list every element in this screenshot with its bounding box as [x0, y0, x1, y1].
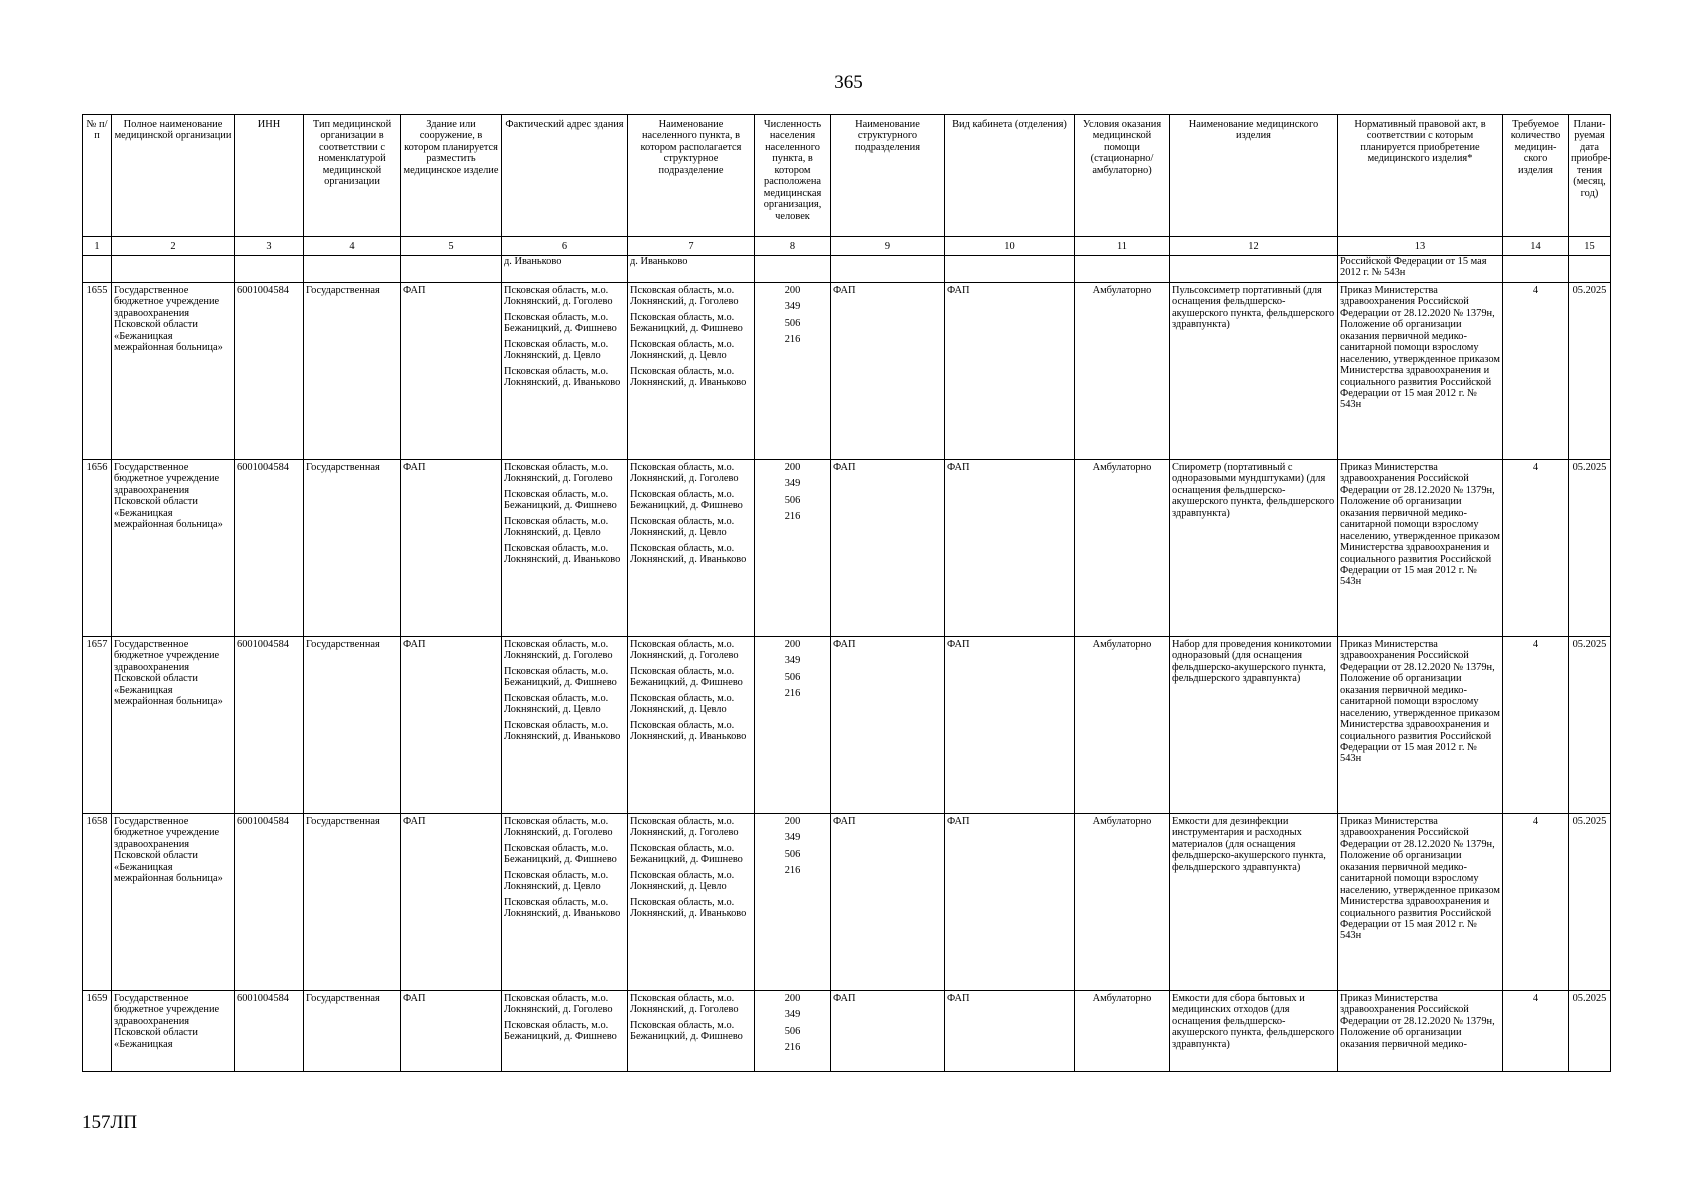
population-item: 349: [784, 1009, 801, 1021]
locality-name: [628, 637, 755, 814]
col-header: Требуемое количество медицин-ского изделия: [1503, 115, 1569, 237]
inn: 6001004584: [235, 637, 304, 814]
legal-act: Приказ Министерства здравоохранения Российской Федерации от 28.12.2020 № 1379н, Положение об организации оказания первичной медико-санитарной помощи взрослому населению, утвержденное приказом Министерства здравоохранения и социального развития Российской Федерации от 15 мая 2012 г. № 543н: [1338, 637, 1503, 814]
col-header: ИНН: [235, 115, 304, 237]
row-number: 1658: [83, 814, 112, 991]
population-item: 216: [784, 688, 801, 700]
actual-address: [502, 991, 628, 1072]
col-number: 9: [831, 237, 945, 256]
cabinet-type: ФАП: [945, 814, 1075, 991]
address-item: Псковская область, м.о. Локнянский, д. Иваньково: [504, 896, 621, 920]
cabinet-type: ФАП: [945, 283, 1075, 460]
col-number: 10: [945, 237, 1075, 256]
col-number: 7: [628, 237, 755, 256]
row-number: 1655: [83, 283, 112, 460]
locality-item: Псковская область, м.о. Локнянский, д. Гоголево: [630, 993, 739, 1016]
locality-item: Псковская область, м.о. Бежаницкий, д. Фишнево: [630, 665, 743, 689]
col-number: 1: [83, 237, 112, 256]
organization-type: Государственная: [304, 991, 401, 1072]
address-item: Псковская область, м.о. Бежаницкий, д. Фишнево: [504, 665, 617, 689]
quantity: 4: [1503, 460, 1569, 637]
col-header: Наименование населенного пункта, в котором располагается структурное подразделение: [628, 115, 755, 237]
col-header: Фактический адрес здания: [502, 115, 628, 237]
care-conditions: Амбулаторно: [1075, 283, 1170, 460]
col-number: 15: [1569, 237, 1611, 256]
locality-item: Псковская область, м.о. Локнянский, д. Иваньково: [630, 719, 747, 743]
population-item: 200: [784, 993, 801, 1004]
building: ФАП: [401, 283, 502, 460]
organization-type: Государственная: [304, 637, 401, 814]
locality-item: Псковская область, м.о. Локнянский, д. Иваньково: [630, 896, 747, 920]
col-number: 5: [401, 237, 502, 256]
population-item: 200: [784, 462, 801, 473]
quantity: 4: [1503, 991, 1569, 1072]
address-item: Псковская область, м.о. Бежаницкий, д. Фишнево: [504, 311, 617, 335]
col-header: № п/п: [83, 115, 112, 237]
organization-name: Государственное бюджетное учреждение здравоохранения Псковской области «Бежаницкая межрайонная больница»: [112, 814, 235, 991]
population-item: 200: [784, 816, 801, 827]
inn: 6001004584: [235, 283, 304, 460]
cabinet-type: ФАП: [945, 991, 1075, 1072]
row-number: 1659: [83, 991, 112, 1072]
population-item: 506: [784, 1025, 801, 1037]
device-name: Емкости для сбора бытовых и медицинских отходов (для оснащения фельдшерско-акушерского пункта, фельдшерского здравпункта): [1170, 991, 1338, 1072]
locality-item: Псковская область, м.о. Локнянский, д. Цевло: [630, 869, 735, 893]
address-item: Псковская область, м.о. Бежаницкий, д. Фишнево: [504, 1019, 617, 1043]
population-item: 506: [784, 494, 801, 506]
col-number: 8: [755, 237, 831, 256]
structural-unit: ФАП: [831, 283, 945, 460]
address-item: Псковская область, м.о. Локнянский, д. Гоголево: [504, 639, 613, 662]
population-item: 216: [784, 511, 801, 523]
purchase-date: 05.2025: [1569, 283, 1611, 460]
locality-item: Псковская область, м.о. Локнянский, д. Гоголево: [630, 639, 739, 662]
organization-type: Государственная: [304, 814, 401, 991]
continuation-locality: д. Иваньково: [628, 256, 755, 283]
locality-name: [628, 814, 755, 991]
purchase-date: 05.2025: [1569, 460, 1611, 637]
organization-type: Государственная: [304, 283, 401, 460]
address-item: Псковская область, м.о. Локнянский, д. Цевло: [504, 338, 609, 362]
col-number: 2: [112, 237, 235, 256]
col-header: Наименование медицинского изделия: [1170, 115, 1338, 237]
inn: 6001004584: [235, 991, 304, 1072]
locality-item: Псковская область, м.о. Бежаницкий, д. Фишнево: [630, 488, 743, 512]
inn: 6001004584: [235, 814, 304, 991]
inn: 6001004584: [235, 460, 304, 637]
header-row: [83, 115, 1611, 237]
col-number: 3: [235, 237, 304, 256]
continuation-row: [83, 256, 1611, 283]
locality-item: Псковская область, м.о. Локнянский, д. Иваньково: [630, 542, 747, 566]
building: ФАП: [401, 637, 502, 814]
population-item: 200: [784, 639, 801, 650]
structural-unit: ФАП: [831, 460, 945, 637]
population-item: 506: [784, 671, 801, 683]
locality-name: [628, 991, 755, 1072]
locality-item: Псковская область, м.о. Локнянский, д. Гоголево: [630, 462, 739, 485]
address-item: Псковская область, м.о. Локнянский, д. Иваньково: [504, 542, 621, 566]
address-item: Псковская область, м.о. Бежаницкий, д. Фишнево: [504, 488, 617, 512]
care-conditions: Амбулаторно: [1075, 814, 1170, 991]
table-row: [83, 283, 1611, 460]
continuation-address: д. Иваньково: [502, 256, 628, 283]
structural-unit: ФАП: [831, 991, 945, 1072]
footer-code: 157ЛП: [82, 1112, 138, 1133]
legal-act: Приказ Министерства здравоохранения Российской Федерации от 28.12.2020 № 1379н, Положение об организации оказания первичной медико-санитарной помощи взрослому населению, утвержденное приказом Министерства здравоохранения и социального развития Российской Федерации от 15 мая 2012 г. № 543н: [1338, 814, 1503, 991]
address-item: Псковская область, м.о. Локнянский, д. Иваньково: [504, 365, 621, 389]
col-number: 4: [304, 237, 401, 256]
col-header: Условия оказания медицинской помощи (стационарно/ амбулаторно): [1075, 115, 1170, 237]
organization-name: Государственное бюджетное учреждение здравоохранения Псковской области «Бежаницкая межрайонная больница»: [112, 283, 235, 460]
row-number: 1656: [83, 460, 112, 637]
col-header: Тип медицинской организации в соответствии с номенклатурой медицинской организации: [304, 115, 401, 237]
care-conditions: Амбулаторно: [1075, 637, 1170, 814]
locality-item: Псковская область, м.о. Локнянский, д. Цевло: [630, 692, 735, 716]
population: [755, 814, 831, 991]
building: ФАП: [401, 814, 502, 991]
device-name: Пульсоксиметр портативный (для оснащения фельдшерско-акушерского пункта, фельдшерского здравпункта): [1170, 283, 1338, 460]
locality-item: Псковская область, м.о. Бежаницкий, д. Фишнево: [630, 842, 743, 866]
address-item: Псковская область, м.о. Бежаницкий, д. Фишнево: [504, 842, 617, 866]
purchase-date: 05.2025: [1569, 991, 1611, 1072]
col-header: Нормативный правовой акт, в соответствии с которым планируется приобретение медицинского изделия*: [1338, 115, 1503, 237]
col-number: 14: [1503, 237, 1569, 256]
address-item: Псковская область, м.о. Локнянский, д. Гоголево: [504, 462, 613, 485]
population-item: 216: [784, 865, 801, 877]
col-header: Численность населения населенного пункта, в котором расположена медицинская организация, человек: [755, 115, 831, 237]
equipment-table: [82, 114, 1611, 1072]
legal-act: Приказ Министерства здравоохранения Российской Федерации от 28.12.2020 № 1379н, Положение об организации оказания первичной медико-санитарной помощи взрослому населению, утвержденное приказом Министерства здравоохранения и социального развития Российской Федерации от 15 мая 2012 г. № 543н: [1338, 460, 1503, 637]
population-item: 200: [784, 285, 801, 296]
col-header: Здание или сооружение, в котором планируется разместить медицинское изделие: [401, 115, 502, 237]
table-row: [83, 460, 1611, 637]
page-number: 365: [834, 72, 863, 93]
col-number: 11: [1075, 237, 1170, 256]
population-item: 349: [784, 478, 801, 490]
quantity: 4: [1503, 283, 1569, 460]
actual-address: [502, 637, 628, 814]
address-item: Псковская область, м.о. Локнянский, д. Гоголево: [504, 816, 613, 839]
address-item: Псковская область, м.о. Локнянский, д. Цевло: [504, 515, 609, 539]
cabinet-type: ФАП: [945, 460, 1075, 637]
population: [755, 283, 831, 460]
continuation-legal-act: Российской Федерации от 15 мая 2012 г. № 543н: [1338, 256, 1503, 283]
population: [755, 637, 831, 814]
device-name: Спирометр (портативный с одноразовыми мундштуками) (для оснащения фельдшерско-акушерского пункта, фельдшерского здравпункта): [1170, 460, 1338, 637]
table-row: [83, 991, 1611, 1072]
col-header: Полное наименование медицинской организации: [112, 115, 235, 237]
col-number: 13: [1338, 237, 1503, 256]
quantity: 4: [1503, 637, 1569, 814]
locality-item: Псковская область, м.о. Локнянский, д. Гоголево: [630, 285, 739, 308]
population-item: 349: [784, 832, 801, 844]
purchase-date: 05.2025: [1569, 637, 1611, 814]
table-row: [83, 637, 1611, 814]
actual-address: [502, 283, 628, 460]
locality-item: Псковская область, м.о. Локнянский, д. Цевло: [630, 515, 735, 539]
address-item: Псковская область, м.о. Локнянский, д. Иваньково: [504, 719, 621, 743]
column-number-row: [83, 237, 1611, 256]
organization-type: Государственная: [304, 460, 401, 637]
building: ФАП: [401, 460, 502, 637]
locality-name: [628, 283, 755, 460]
population-item: 216: [784, 334, 801, 346]
purchase-date: 05.2025: [1569, 814, 1611, 991]
address-item: Псковская область, м.о. Локнянский, д. Гоголево: [504, 285, 613, 308]
organization-name: Государственное бюджетное учреждение здравоохранения Псковской области «Бежаницкая: [112, 991, 235, 1072]
legal-act: Приказ Министерства здравоохранения Российской Федерации от 28.12.2020 № 1379н, Положение об организации оказания первичной медико-санитарной помощи взрослому населению, утвержденное приказом Министерства здравоохранения и социального развития Российской Федерации от 15 мая 2012 г. № 543н: [1338, 283, 1503, 460]
population-item: 506: [784, 848, 801, 860]
address-item: Псковская область, м.о. Локнянский, д. Гоголево: [504, 993, 613, 1016]
care-conditions: Амбулаторно: [1075, 460, 1170, 637]
population: [755, 991, 831, 1072]
quantity: 4: [1503, 814, 1569, 991]
locality-item: Псковская область, м.о. Локнянский, д. Иваньково: [630, 365, 747, 389]
col-number: 6: [502, 237, 628, 256]
structural-unit: ФАП: [831, 814, 945, 991]
care-conditions: Амбулаторно: [1075, 991, 1170, 1072]
organization-name: Государственное бюджетное учреждение здравоохранения Псковской области «Бежаницкая межрайонная больница»: [112, 637, 235, 814]
locality-item: Псковская область, м.о. Бежаницкий, д. Фишнево: [630, 311, 743, 335]
address-item: Псковская область, м.о. Локнянский, д. Цевло: [504, 692, 609, 716]
col-header: Вид кабинета (отделения): [945, 115, 1075, 237]
locality-name: [628, 460, 755, 637]
population-item: 506: [784, 317, 801, 329]
device-name: Набор для проведения коникотомии одноразовый (для оснащения фельдшерско-акушерского пункта, фельдшерского здравпункта): [1170, 637, 1338, 814]
population-item: 216: [784, 1042, 801, 1054]
legal-act: Приказ Министерства здравоохранения Российской Федерации от 28.12.2020 № 1379н, Положение об организации оказания первичной медико-: [1338, 991, 1503, 1072]
structural-unit: ФАП: [831, 637, 945, 814]
col-header: Плани-руемая дата приобре-тения (месяц, год): [1569, 115, 1611, 237]
population-item: 349: [784, 655, 801, 667]
address-item: Псковская область, м.о. Локнянский, д. Цевло: [504, 869, 609, 893]
row-number: 1657: [83, 637, 112, 814]
population-item: 349: [784, 301, 801, 313]
col-header: Наименование структурного подразделения: [831, 115, 945, 237]
locality-item: Псковская область, м.о. Бежаницкий, д. Фишнево: [630, 1019, 743, 1043]
locality-item: Псковская область, м.о. Локнянский, д. Цевло: [630, 338, 735, 362]
building: ФАП: [401, 991, 502, 1072]
actual-address: [502, 460, 628, 637]
locality-item: Псковская область, м.о. Локнянский, д. Гоголево: [630, 816, 739, 839]
table-row: [83, 814, 1611, 991]
population: [755, 460, 831, 637]
organization-name: Государственное бюджетное учреждение здравоохранения Псковской области «Бежаницкая межрайонная больница»: [112, 460, 235, 637]
actual-address: [502, 814, 628, 991]
cabinet-type: ФАП: [945, 637, 1075, 814]
device-name: Емкости для дезинфекции инструментария и расходных материалов (для оснащения фельдшерско-акушерского пункта, фельдшерского здравпункта): [1170, 814, 1338, 991]
col-number: 12: [1170, 237, 1338, 256]
